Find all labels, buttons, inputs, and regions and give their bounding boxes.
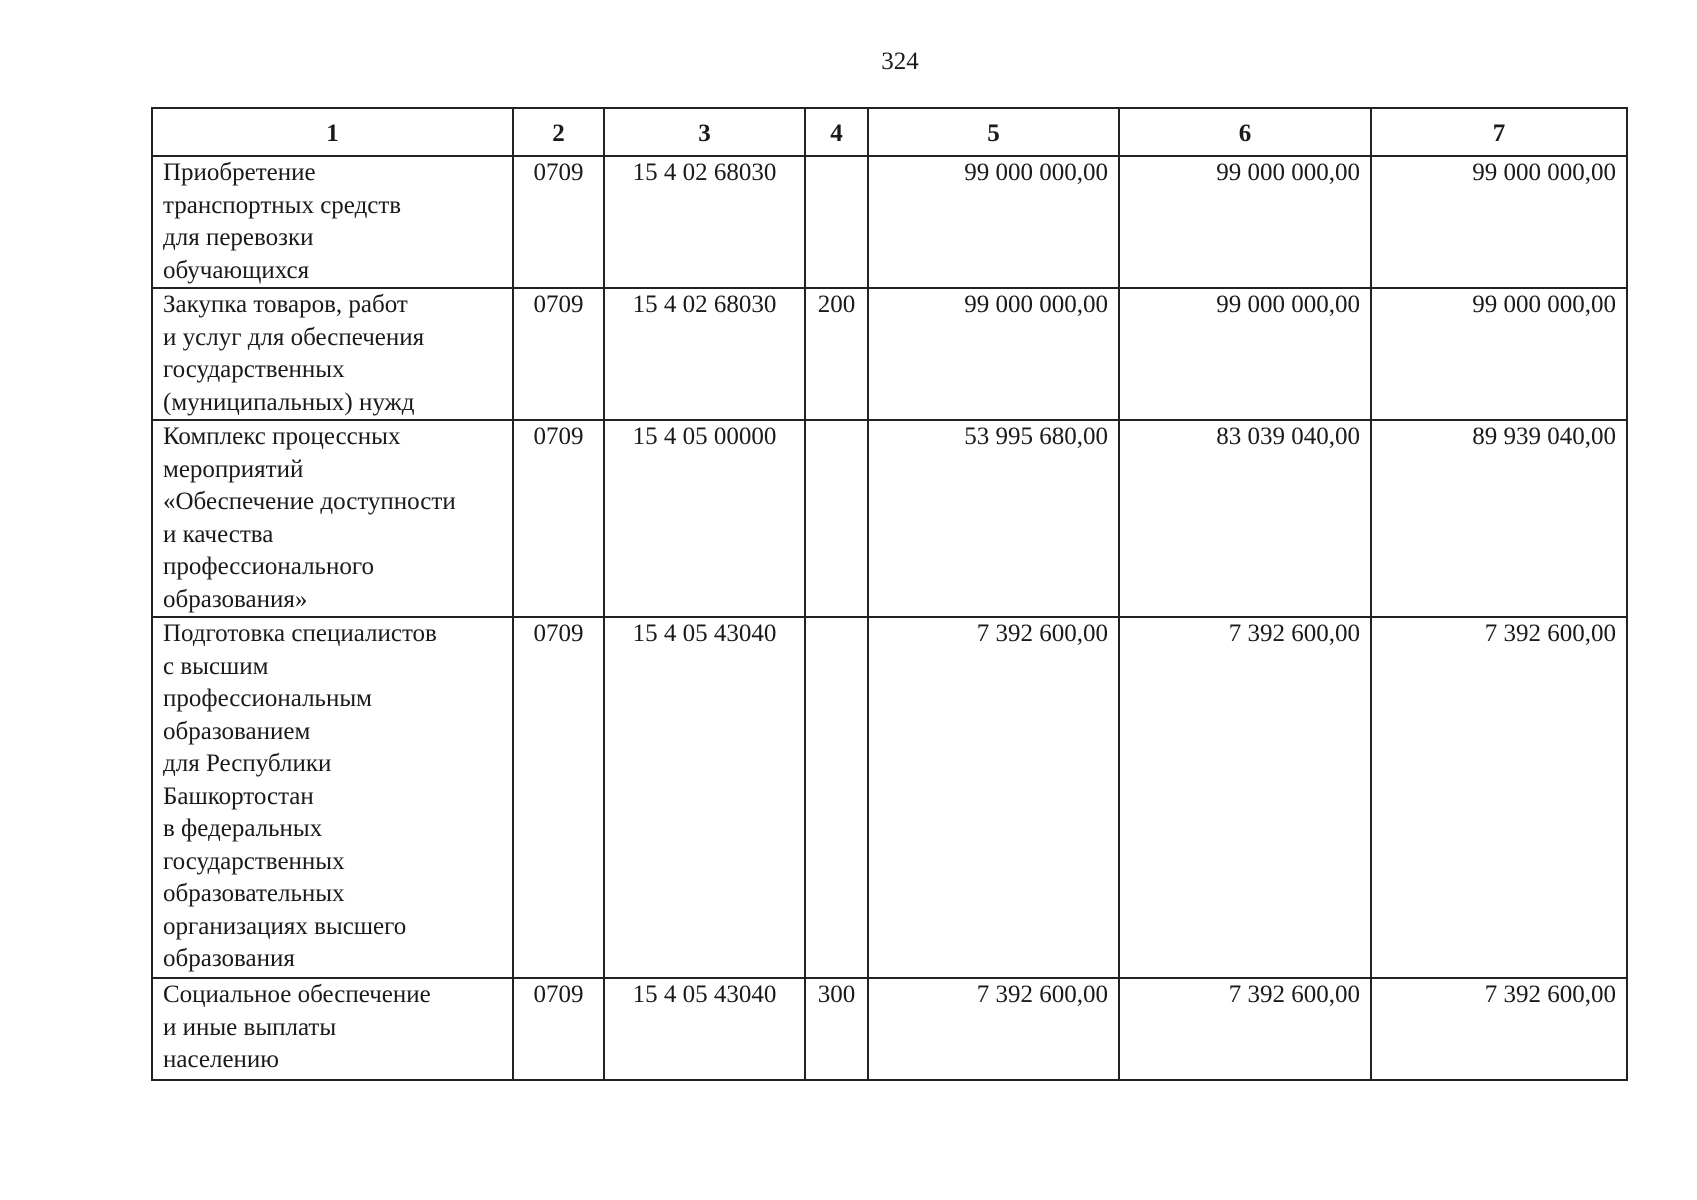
target-code: 15 4 02 68030 bbox=[604, 156, 805, 288]
column-header-3: 3 bbox=[604, 108, 805, 156]
row-name-cell bbox=[152, 156, 513, 288]
amount-year-3: 99 000 000,00 bbox=[1371, 288, 1627, 420]
expense-type-code bbox=[805, 156, 868, 288]
target-code: 15 4 05 43040 bbox=[604, 617, 805, 978]
table-row bbox=[152, 617, 1627, 978]
amount-year-1: 7 392 600,00 bbox=[868, 978, 1119, 1080]
table-row bbox=[152, 420, 1627, 617]
amount-year-1: 7 392 600,00 bbox=[868, 617, 1119, 978]
row-name-cell bbox=[152, 420, 513, 617]
amount-year-3: 7 392 600,00 bbox=[1371, 978, 1627, 1080]
amount-year-3: 89 939 040,00 bbox=[1371, 420, 1627, 617]
expense-type-code: 200 bbox=[805, 288, 868, 420]
row-name-cell bbox=[152, 288, 513, 420]
column-header-7: 7 bbox=[1371, 108, 1627, 156]
budget-table bbox=[151, 107, 1628, 1081]
column-header-5: 5 bbox=[868, 108, 1119, 156]
amount-year-2: 99 000 000,00 bbox=[1119, 156, 1371, 288]
row-name: Социальное обеспечение и иные выплаты населению bbox=[163, 981, 431, 1073]
target-code: 15 4 05 00000 bbox=[604, 420, 805, 617]
column-header-1: 1 bbox=[152, 108, 513, 156]
amount-year-2: 7 392 600,00 bbox=[1119, 617, 1371, 978]
amount-year-1: 99 000 000,00 bbox=[868, 288, 1119, 420]
target-code: 15 4 05 43040 bbox=[604, 978, 805, 1080]
amount-year-2: 99 000 000,00 bbox=[1119, 288, 1371, 420]
section-code: 0709 bbox=[513, 617, 604, 978]
row-name: Приобретение транспортных средств для перевозки обучающихся bbox=[163, 159, 402, 284]
expense-type-code: 300 bbox=[805, 978, 868, 1080]
row-name: Закупка товаров, работ и услуг для обеспечения государственных (муниципальных) нужд bbox=[163, 291, 425, 416]
section-code: 0709 bbox=[513, 420, 604, 617]
column-header-2: 2 bbox=[513, 108, 604, 156]
table-row bbox=[152, 978, 1627, 1080]
amount-year-1: 99 000 000,00 bbox=[868, 156, 1119, 288]
section-code: 0709 bbox=[513, 156, 604, 288]
row-name: Комплекс процессных мероприятий «Обеспечение доступности и качества профессионального образования» bbox=[163, 423, 456, 613]
amount-year-1: 53 995 680,00 bbox=[868, 420, 1119, 617]
amount-year-2: 83 039 040,00 bbox=[1119, 420, 1371, 617]
expense-type-code bbox=[805, 420, 868, 617]
amount-year-2: 7 392 600,00 bbox=[1119, 978, 1371, 1080]
target-code: 15 4 02 68030 bbox=[604, 288, 805, 420]
table-row bbox=[152, 288, 1627, 420]
row-name-cell bbox=[152, 617, 513, 978]
amount-year-3: 99 000 000,00 bbox=[1371, 156, 1627, 288]
section-code: 0709 bbox=[513, 978, 604, 1080]
table-header-row bbox=[152, 108, 1627, 156]
page-number: 324 bbox=[881, 48, 919, 75]
row-name: Подготовка специалистов с высшим профессиональным образованием для Республики Башкортостан в федеральных государственных образовательных организациях высшего образования bbox=[163, 620, 437, 972]
column-header-6: 6 bbox=[1119, 108, 1371, 156]
row-name-cell bbox=[152, 978, 513, 1080]
section-code: 0709 bbox=[513, 288, 604, 420]
column-header-4: 4 bbox=[805, 108, 868, 156]
amount-year-3: 7 392 600,00 bbox=[1371, 617, 1627, 978]
expense-type-code bbox=[805, 617, 868, 978]
table-row bbox=[152, 156, 1627, 288]
